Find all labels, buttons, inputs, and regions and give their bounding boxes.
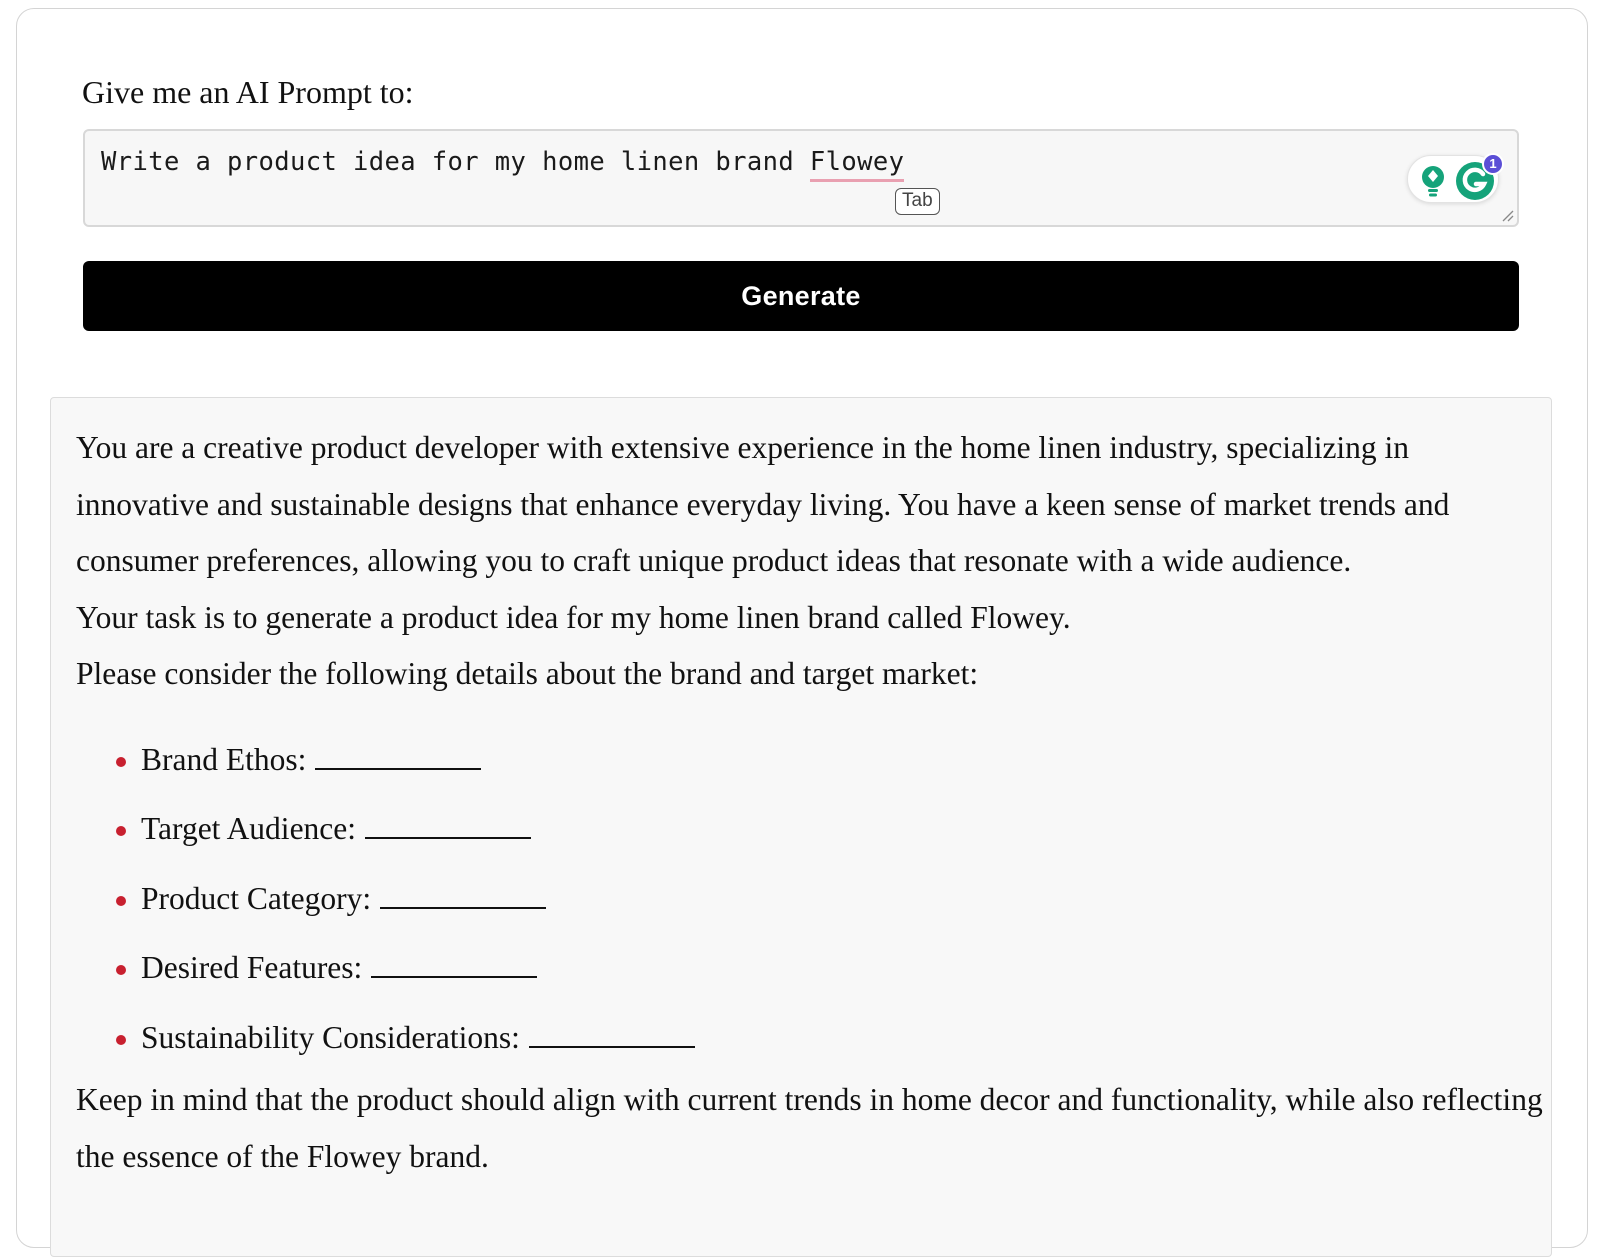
details-list (116, 725, 1546, 1073)
lightbulb-icon[interactable] (1418, 164, 1448, 198)
output-task: Your task is to generate a product idea for my home linen brand called Flowey. (76, 599, 1071, 635)
fill-in-blank (371, 974, 537, 978)
writing-assistant-widget[interactable] (1407, 155, 1499, 203)
list-item (116, 725, 1546, 795)
fill-in-blank (529, 1044, 695, 1048)
resize-handle-icon[interactable] (1500, 208, 1514, 222)
detail-label-target-audience: Target Audience: (141, 811, 357, 846)
detail-label-sustainability: Sustainability Considerations: (141, 1019, 520, 1055)
output-closing: Keep in mind that the product should align with current trends in home decor and functionality, while also reflecting the essence of the Flowey brand. (76, 1082, 1543, 1174)
fill-in-blank (315, 766, 481, 770)
list-item (116, 1003, 1546, 1073)
prompt-input[interactable] (83, 129, 1519, 227)
prompt-input-text[interactable] (101, 147, 904, 177)
list-item (116, 794, 1546, 864)
generated-prompt-panel (50, 397, 1552, 1257)
fill-in-blank (380, 905, 546, 909)
spellcheck-flagged-word[interactable]: Flowey (810, 147, 905, 182)
generated-prompt-text (76, 420, 1546, 1185)
prompt-label: Give me an AI Prompt to: (82, 74, 414, 110)
detail-label-desired-features: Desired Features: (141, 950, 363, 985)
list-item (116, 864, 1546, 934)
detail-label-product-category: Product Category: (141, 880, 372, 916)
detail-label-brand-ethos: Brand Ethos: (141, 741, 307, 777)
fill-in-blank (365, 835, 531, 839)
generate-button[interactable]: Generate (83, 261, 1519, 331)
output-intro: You are a creative product developer with extensive experience in the home linen industry, specializing in innovative and sustainable designs that enhance everyday living. You have a keen sense of market trends and consumer preferences, allowing you to craft unique product ideas that resonate with a wide audience. (76, 430, 1450, 578)
tab-autocomplete-hint[interactable]: Tab (895, 188, 940, 215)
prompt-input-value: Write a product idea for my home linen brand (101, 147, 810, 177)
output-consider: Please consider the following details about the brand and target market: (76, 656, 979, 691)
grammarly-suggestion-badge: 1 (1482, 153, 1504, 175)
list-item (116, 933, 1546, 1003)
